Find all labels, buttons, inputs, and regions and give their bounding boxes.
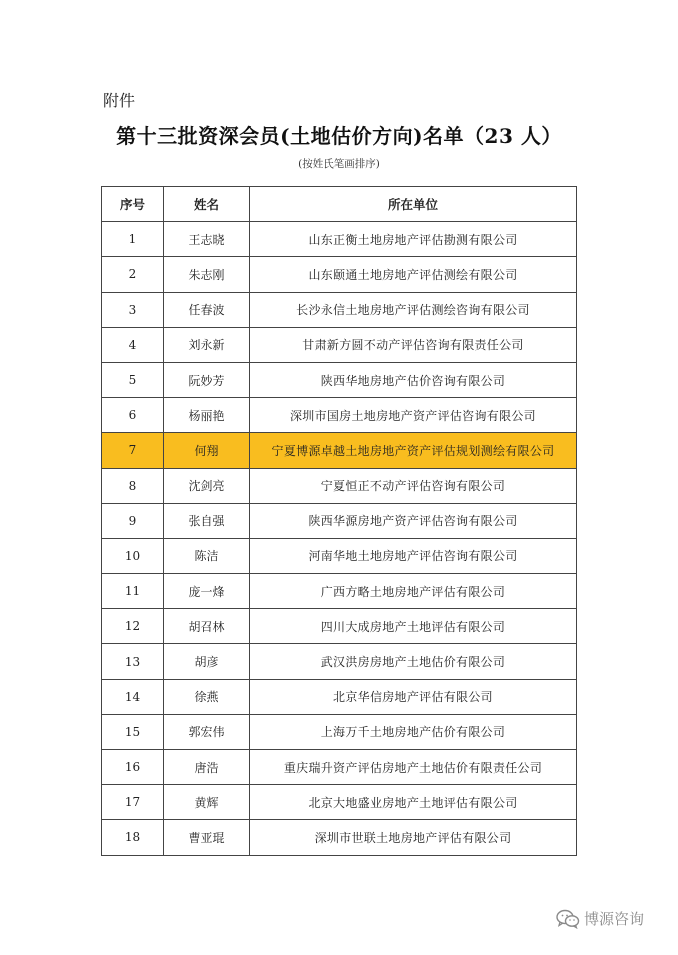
row-number: 16 [102,750,164,785]
header-unit: 所在单位 [250,187,577,222]
row-unit: 山东正衡土地房地产评估勘测有限公司 [250,222,577,257]
table-row [102,398,577,433]
row-number: 13 [102,644,164,679]
attachment-label: 附件 [103,91,136,110]
row-name: 胡召林 [164,609,250,644]
table-row [102,820,577,855]
table-row [102,433,577,468]
row-unit: 重庆瑞升资产评估房地产土地估价有限责任公司 [250,750,577,785]
row-name: 唐浩 [164,750,250,785]
watermark-text: 博源咨询 [584,910,645,928]
table-row [102,714,577,749]
row-unit: 广西方略土地房地产评估有限公司 [250,574,577,609]
page-subtitle: (按姓氏笔画排序) [298,158,380,170]
table-row [102,609,577,644]
row-unit: 河南华地土地房地产评估咨询有限公司 [250,538,577,573]
row-unit: 深圳市国房土地房地产资产评估咨询有限公司 [250,398,577,433]
row-number: 1 [102,222,164,257]
row-name: 徐燕 [164,679,250,714]
row-number: 12 [102,609,164,644]
row-unit: 陕西华地房地产估价咨询有限公司 [250,362,577,397]
row-name: 胡彦 [164,644,250,679]
row-name: 郭宏伟 [164,714,250,749]
table-row [102,785,577,820]
row-number: 2 [102,257,164,292]
table-row [102,538,577,573]
row-unit: 陕西华源房地产资产评估咨询有限公司 [250,503,577,538]
table-row [102,468,577,503]
row-number: 18 [102,820,164,855]
row-number: 4 [102,327,164,362]
table-row [102,327,577,362]
row-unit: 四川大成房地产土地评估有限公司 [250,609,577,644]
table-row [102,750,577,785]
table-row [102,292,577,327]
row-name: 朱志刚 [164,257,250,292]
table-row [102,503,577,538]
row-number: 5 [102,362,164,397]
row-unit: 山东颐通土地房地产评估测绘有限公司 [250,257,577,292]
row-unit: 深圳市世联土地房地产评估有限公司 [250,820,577,855]
row-number: 11 [102,574,164,609]
table-row [102,644,577,679]
row-unit: 宁夏博源卓越土地房地产资产评估规划测绘有限公司 [250,433,577,468]
table-row [102,362,577,397]
header-number: 序号 [102,187,164,222]
row-name: 陈洁 [164,538,250,573]
row-name: 庞一烽 [164,574,250,609]
table-row [102,222,577,257]
row-unit: 北京华信房地产评估有限公司 [250,679,577,714]
table-row [102,679,577,714]
row-unit: 上海万千土地房地产估价有限公司 [250,714,577,749]
wechat-icon [556,909,580,929]
row-name: 黄辉 [164,785,250,820]
row-name: 阮妙芳 [164,362,250,397]
row-name: 何翔 [164,433,250,468]
row-number: 17 [102,785,164,820]
page-title: 第十三批资深会员(土地估价方向)名单（23 人） [116,124,562,148]
table-header-row [102,187,577,222]
row-number: 10 [102,538,164,573]
header-name: 姓名 [164,187,250,222]
row-number: 14 [102,679,164,714]
row-unit: 宁夏恒正不动产评估咨询有限公司 [250,468,577,503]
row-number: 7 [102,433,164,468]
row-unit: 武汉洪房房地产土地估价有限公司 [250,644,577,679]
row-name: 任春波 [164,292,250,327]
row-name: 王志晓 [164,222,250,257]
table-row [102,574,577,609]
row-number: 3 [102,292,164,327]
row-unit: 长沙永信土地房地产评估测绘咨询有限公司 [250,292,577,327]
row-name: 沈剑亮 [164,468,250,503]
row-name: 张自强 [164,503,250,538]
row-unit: 甘肃新方圆不动产评估咨询有限责任公司 [250,327,577,362]
row-name: 曹亚琨 [164,820,250,855]
row-name: 刘永新 [164,327,250,362]
watermark [556,908,644,929]
row-unit: 北京大地盛业房地产土地评估有限公司 [250,785,577,820]
table-row [102,257,577,292]
row-number: 8 [102,468,164,503]
row-number: 15 [102,714,164,749]
row-name: 杨丽艳 [164,398,250,433]
row-number: 9 [102,503,164,538]
row-number: 6 [102,398,164,433]
member-table [101,186,577,856]
